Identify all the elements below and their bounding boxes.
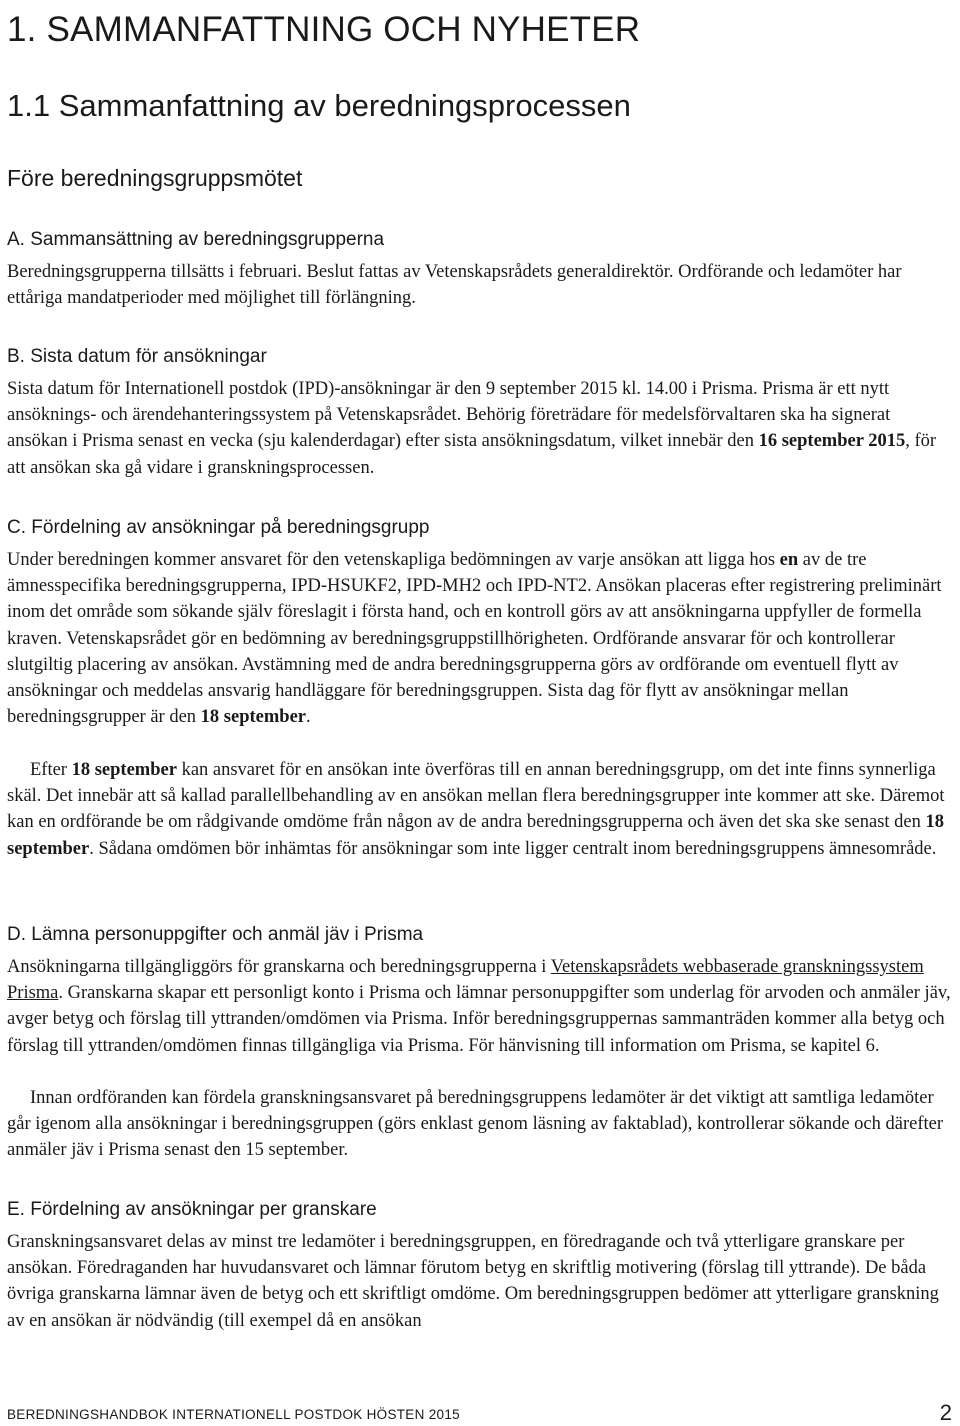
- heading-b: B. Sista datum för ansökningar: [7, 346, 267, 367]
- heading-c: C. Fördelning av ansökningar på beredningsgrupp: [7, 517, 430, 538]
- page-subtitle: 1.1 Sammanfattning av beredningsprocessen: [7, 88, 631, 123]
- heading-a: A. Sammansättning av beredningsgrupperna: [7, 229, 385, 250]
- paragraph-c-1: Under beredningen kommer ansvaret för den vetenskapliga bedömningen av varje ansökan att ligga hos en av de tre ämnesspecifika beredningsgrupperna, IPD-HSUKF2, IPD-MH2 och IPD-NT2. Ansökan placeras efter registrering preliminärt inom det område som sökande själv föreslagit i första hand, och en kontroll görs av att ansökningarna uppfyller de formella kraven. Vetenskapsrådet gör en bedömning av beredningsgruppstillhörigheten. Ordförande ansvarar för och kontrollerar slutgiltig placering av ansökan. Avstämning med de andra beredningsgrupperna görs av ordförande om eventuell flytt av ansökningar och meddelas ansvarig handläggare för beredningsgruppen. Sista dag för flytt av ansökningar mellan beredningsgrupper är den 18 september.: [7, 550, 942, 728]
- page-title: 1. SAMMANFATTNING OCH NYHETER: [7, 10, 641, 49]
- prisma-link[interactable]: Vetenskapsrådets webbaserade granskningssystem Prisma: [7, 957, 924, 1004]
- page-number: 2: [939, 1400, 952, 1425]
- paragraph-b: Sista datum för Internationell postdok (IPD)-ansökningar är den 9 september 2015 kl. 14.00 i Prisma. Prisma är ett nytt ansöknings- och ärendehanteringssystem på Vetenskapsrådet. Behörig företrädare för medelsförvaltaren ska ha signerat ansökan i Prisma senast en vecka (sju kalenderdagar) efter sista ansökningsdatum, vilket innebär den 16 september 2015, för att ansökan ska gå vidare i granskningsprocessen.: [7, 379, 937, 478]
- deadline-date: 16 september 2015: [758, 431, 906, 452]
- paragraph-a: Beredningsgrupperna tillsätts i februari. Beslut fattas av Vetenskapsrådets generaldirektör. Ordförande och ledamöter har ettåriga mandatperioder med möjlighet till förlängning.: [7, 262, 902, 309]
- footer-title: BEREDNINGSHANDBOK INTERNATIONELL POSTDOK HÖSTEN 2015: [7, 1407, 460, 1422]
- paragraph-d-1: Ansökningarna tillgängliggörs för granskarna och beredningsgrupperna i Vetenskapsrådets webbaserade granskningssystem Prisma. Granskarna skapar ett personligt konto i Prisma och lämnar personuppgifter som underlag för arvoden och anmäler jäv, avger betyg och förslag till yttranden/omdömen via Prisma. Inför beredningsgruppernas sammanträden kommer alla betyg och förslag till yttranden/omdömen finnas tillgängliga via Prisma. För hänvisning till information om Prisma, se kapitel 6.: [7, 957, 951, 1056]
- heading-e: E. Fördelning av ansökningar per granskare: [7, 1199, 377, 1220]
- paragraph-e: Granskningsansvaret delas av minst tre ledamöter i beredningsgruppen, en föredragande och två ytterligare granskare per ansökan. Föredraganden har huvudansvaret och lämnar förutom betyg en skriftlig motivering (förslag till yttrande). De båda övriga granskarna lämnar även de betyg och ett skriftligt omdöme. Om beredningsgruppen bedömer att ytterligare granskning av en ansökan är nödvändig (till exempel då en ansökan: [7, 1232, 939, 1331]
- move-deadline-date: 18 september: [200, 707, 306, 728]
- paragraph-c-2: Efter 18 september kan ansvaret för en ansökan inte överföras till en annan beredningsgrupp, om det inte finns synnerliga skäl. Det innebär att så kallad parallellbehandling av en ansökan mellan flera beredningsgrupper inte kommer att ske. Däremot kan en ordförande be om rådgivande omdöme från någon av de andra beredningsgrupperna och även det ska ske senast den 18 september. Sådana omdömen bör inhämtas för ansökningar som inte ligger centralt inom beredningsgruppens ämnesområde.: [7, 760, 945, 859]
- heading-d: D. Lämna personuppgifter och anmäl jäv i Prisma: [7, 924, 424, 945]
- paragraph-d-2: Innan ordföranden kan fördela granskningsansvaret på beredningsgruppens ledamöter är det viktigt att samtliga ledamöter går igenom alla ansökningar i beredningsgruppen (görs enklast genom läsning av faktablad), kontrollerar sökande och därefter anmäler jäv i Prisma senast den 15 september.: [7, 1088, 943, 1161]
- section-heading: Före beredningsgruppsmötet: [7, 165, 303, 191]
